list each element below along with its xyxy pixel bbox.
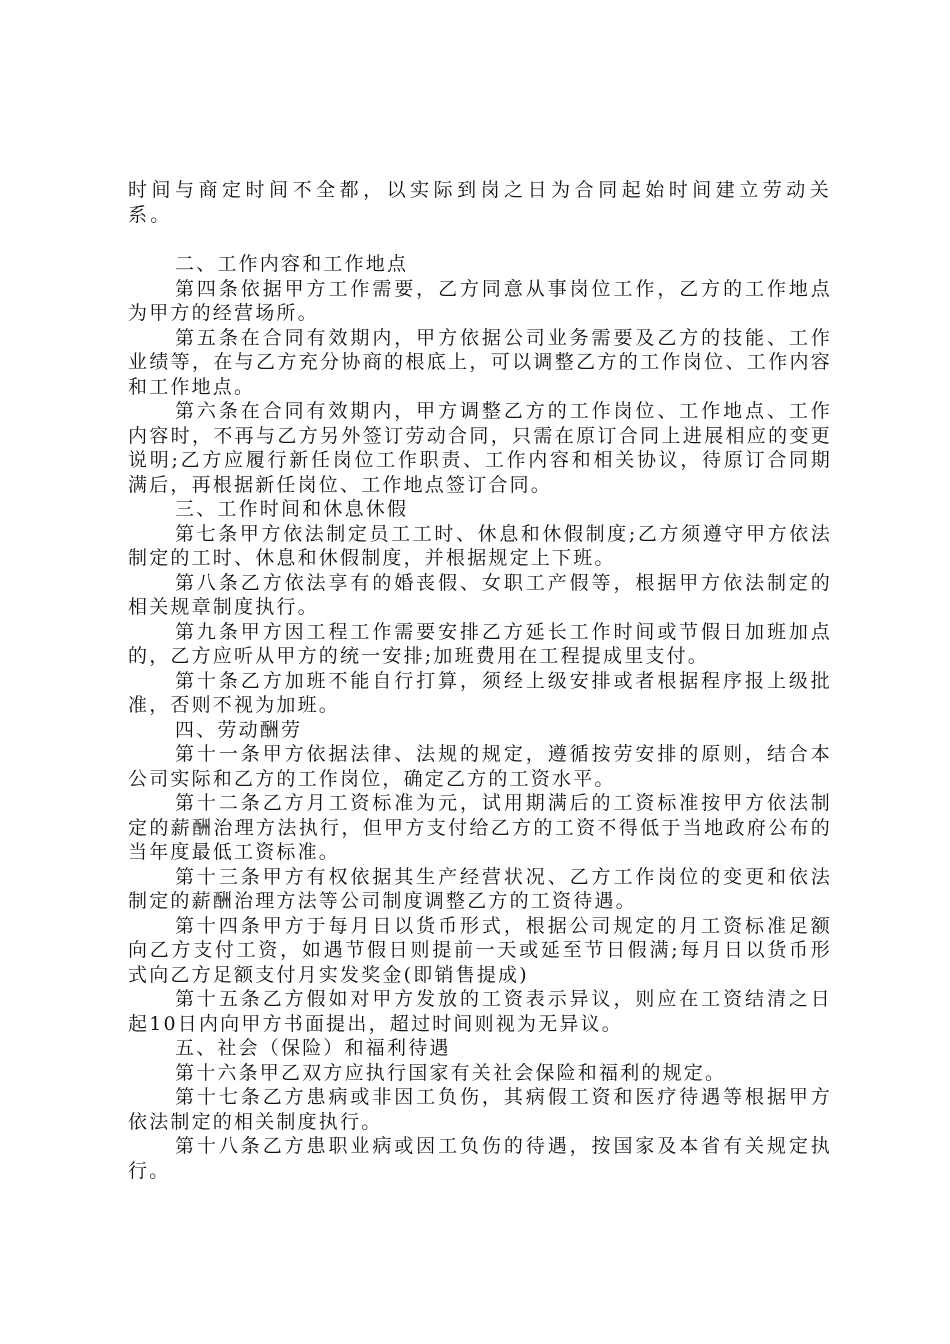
article-7: 第七条甲方依法制定员工工时、休息和休假制度;乙方须遵守甲方依法制定的工时、休息和休假制度，并根据规定上下班。: [128, 522, 832, 569]
section-heading-4: 四、劳动酬劳: [175, 718, 303, 741]
section-heading-3: 三、工作时间和休息休假: [175, 498, 409, 520]
section-heading-5: 五、社会（保险）和福利待遇: [175, 1037, 451, 1059]
article-11: 第十一条甲方依据法律、法规的规定，遵循按劳安排的原则，结合本公司实际和乙方的工作岗位，确定乙方的工资水平。: [128, 743, 832, 790]
article-9: 第九条甲方因工程工作需要安排乙方延长工作时间或节假日加班加点的，乙方应听从甲方的统一安排;加班费用在工程提成里支付。: [128, 620, 832, 667]
article-10: 第十条乙方加班不能自行打算，须经上级安排或者根据程序报上级批准，否则不视为加班。: [128, 669, 832, 716]
article-5: 第五条在合同有效期内，甲方依据公司业务需要及乙方的技能、工作业绩等，在与乙方充分协商的根底上，可以调整乙方的工作岗位、工作内容和工作地点。: [128, 326, 832, 398]
article-16: 第十六条甲乙双方应执行国家有关社会保险和福利的规定。: [175, 1061, 727, 1084]
article-14: 第十四条甲方于每月日以货币形式，根据公司规定的月工资标准足额向乙方支付工资，如遇节假日则提前一天或延至节日假满;每月日以货币形式向乙方足额支付月实发奖金(即销售提成): [128, 914, 832, 986]
article-13: 第十三条甲方有权依据其生产经营状况、乙方工作岗位的变更和依法制定的薪酬治理方法等公司制度调整乙方的工资待遇。: [128, 865, 832, 912]
article-12: 第十二条乙方月工资标准为元，试用期满后的工资标准按甲方依法制定的薪酬治理方法执行，但甲方支付给乙方的工资不得低于当地政府公布的当年度最低工资标准。: [128, 792, 832, 863]
article-8: 第八条乙方依法享有的婚丧假、女职工产假等，根据甲方依法制定的相关规章制度执行。: [128, 571, 832, 618]
article-4: 第四条依据甲方工作需要，乙方同意从事岗位工作，乙方的工作地点为甲方的经营场所。: [128, 277, 832, 324]
article-15: 第十五条乙方假如对甲方发放的工资表示异议，则应在工资结清之日起10日内向甲方书面提出，超过时间则视为无异议。: [128, 988, 832, 1035]
document-body: [128, 178, 832, 1183]
paragraph-continuation: 时间与商定时间不全都，以实际到岗之日为合同起始时间建立劳动关系。: [128, 179, 832, 226]
article-6: 第六条在合同有效期内，甲方调整乙方的工作岗位、工作地点、工作内容时，不再与乙方另外签订劳动合同，只需在原订合同上进展相应的变更说明;乙方应履行新任岗位工作职责、工作内容和相关协议，待原订合同期满后，再根据新任岗位、工作地点签订合同。: [128, 400, 832, 496]
article-17: 第十七条乙方患病或非因工负伤，其病假工资和医疗待遇等根据甲方依法制定的相关制度执行。: [128, 1086, 832, 1133]
section-heading-2: 二、工作内容和工作地点: [175, 253, 409, 275]
article-18: 第十八条乙方患职业病或因工负伤的待遇，按国家及本省有关规定执行。: [128, 1135, 832, 1182]
